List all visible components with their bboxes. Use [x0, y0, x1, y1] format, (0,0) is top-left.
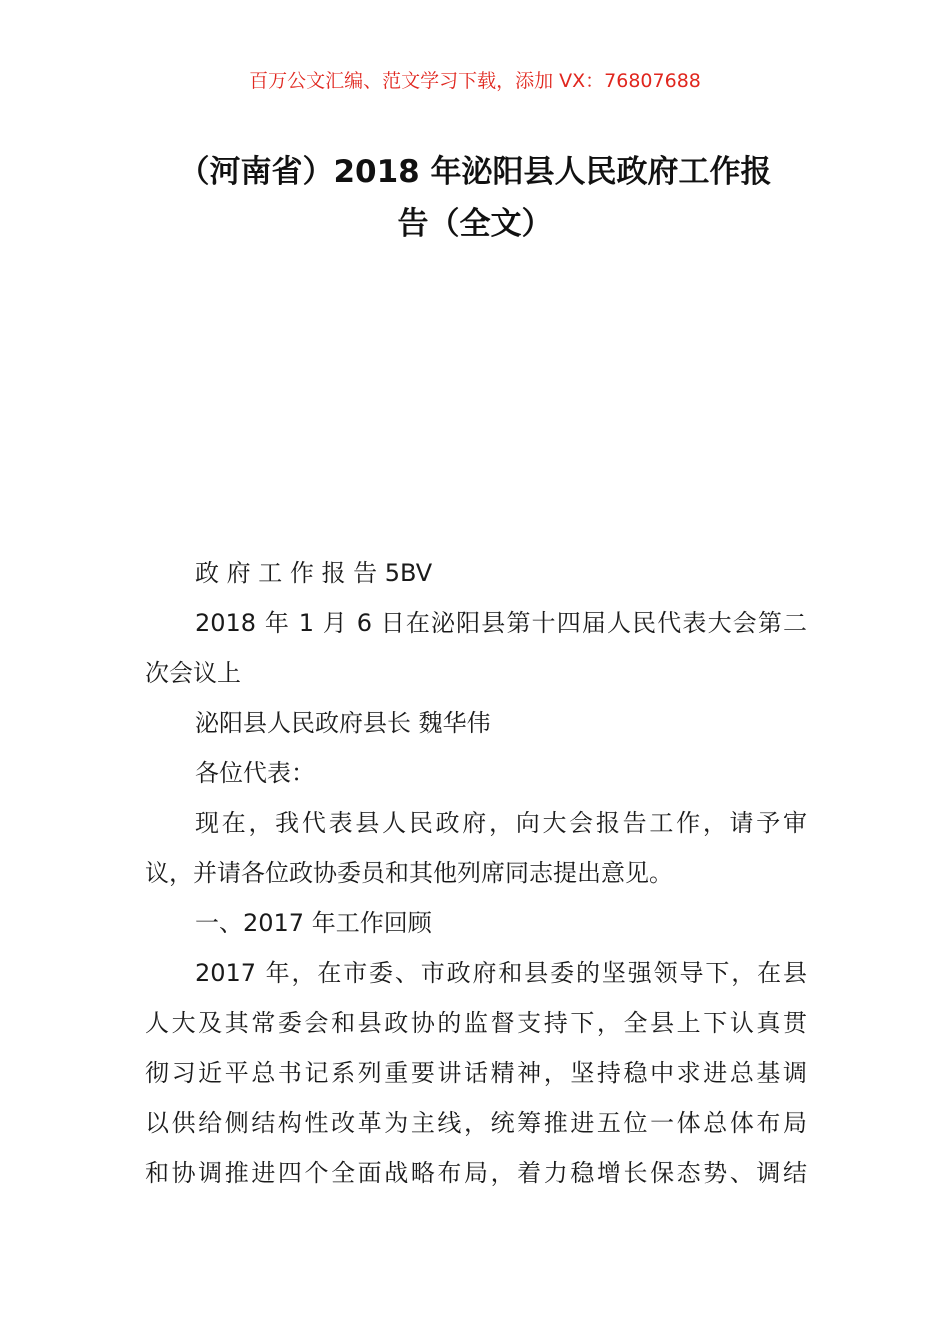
intro-line-1: 现在，我代表县人民政府，向大会报告工作，请予审 — [195, 809, 807, 837]
review-line-4: 以供给侧结构性改革为主线，统筹推进五位一体总体布局 — [145, 1109, 807, 1137]
review-line-3: 彻习近平总书记系列重要讲话精神，坚持稳中求进总基调 — [145, 1059, 807, 1087]
intro-line-2: 议，并请各位政协委员和其他列席同志提出意见。 — [145, 859, 673, 887]
header-note: 百万公文汇编、范文学习下载，添加 VX：76807688 — [249, 70, 701, 92]
title-line-2: 告（全文） — [397, 206, 553, 242]
review-line-5: 和协调推进四个全面战略布局，着力稳增长保态势、调结 — [145, 1159, 807, 1187]
meeting-line-1: 2018 年 1 月 6 日在泌阳县第十四届人民代表大会第二 — [195, 609, 807, 637]
review-line-1: 2017 年，在市委、市政府和县委的坚强领导下，在县 — [195, 959, 807, 987]
title-line-1: （河南省）2018 年泌阳县人民政府工作报 — [178, 154, 772, 190]
section-heading: 一、2017 年工作回顾 — [195, 909, 432, 937]
meeting-line-2: 次会议上 — [145, 659, 241, 687]
speaker-line: 泌阳县人民政府县长 魏华伟 — [195, 709, 491, 737]
document-title — [140, 146, 810, 250]
salutation: 各位代表： — [195, 759, 315, 787]
doc-label: 政 府 工 作 报 告 5BV — [195, 559, 433, 587]
document-body — [145, 548, 807, 1198]
review-line-2: 人大及其常委会和县政协的监督支持下，全县上下认真贯 — [145, 1009, 807, 1037]
